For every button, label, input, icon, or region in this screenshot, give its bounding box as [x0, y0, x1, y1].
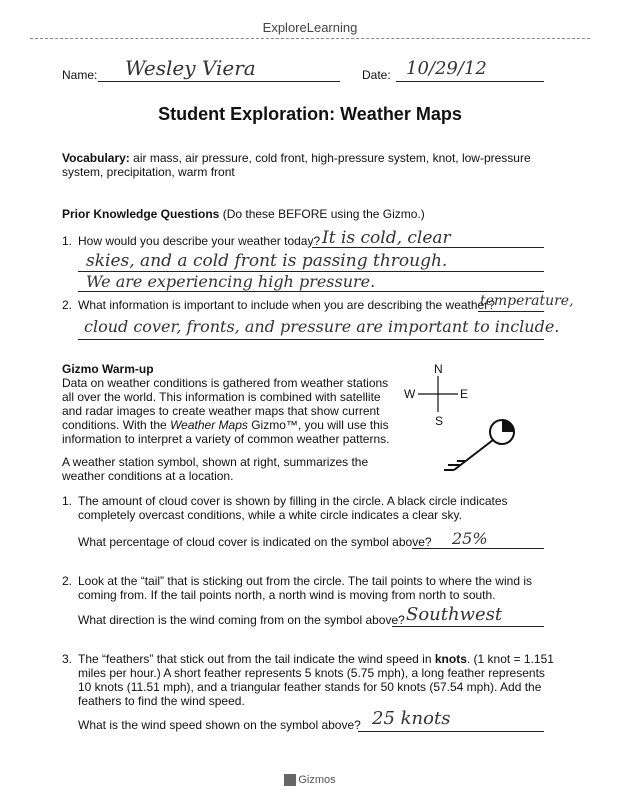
- tail-q-number: 2.: [62, 574, 73, 588]
- gizmos-logo-icon: [284, 774, 296, 786]
- feathers-q-number: 3.: [62, 652, 73, 666]
- cloud-q-number: 1.: [62, 494, 73, 508]
- tail-q-ask: What direction is the wind coming from on the symbol above?: [78, 613, 405, 627]
- vocabulary-text: air mass, air pressure, cold front, high-pressure system, knot, low-pressure system, precipitation, warm front: [62, 151, 531, 179]
- q1-number: 1.: [62, 234, 73, 248]
- feathers-q-ask: What is the wind speed shown on the symbol above?: [78, 718, 361, 732]
- warmup-paragraph-1: [62, 376, 392, 446]
- weather-station-symbol-icon: [442, 418, 522, 480]
- vocabulary: [62, 151, 552, 179]
- vocabulary-label: Vocabulary:: [62, 151, 130, 165]
- name-field[interactable]: Wesley Viera: [125, 56, 256, 80]
- name-label: Name:: [62, 68, 98, 82]
- q1-answer-line-1[interactable]: It is cold, clear: [322, 228, 451, 248]
- cloud-q-ask: What percentage of cloud cover is indicated on the symbol above?: [78, 535, 432, 549]
- gizmo-name: Weather Maps: [170, 418, 248, 432]
- prior-heading-note: (Do these BEFORE using the Gizmo.): [222, 207, 425, 221]
- prior-knowledge-heading: [62, 207, 425, 221]
- footer-logo: [0, 774, 620, 786]
- q2-answer-line-1[interactable]: temperature,: [480, 293, 574, 309]
- q1-text: How would you describe your weather today?: [78, 234, 321, 248]
- q2-answer-line-2[interactable]: cloud cover, fronts, and pressure are important to include.: [84, 317, 560, 336]
- cloud-q-answer[interactable]: 25%: [452, 529, 488, 548]
- date-field[interactable]: 10/29/12: [406, 58, 487, 79]
- warmup-p1-line-e: information to interpret a variety of common weather patterns.: [62, 432, 390, 446]
- warmup-heading: Gizmo Warm-up: [62, 362, 154, 376]
- q2-underline-1: [478, 310, 544, 312]
- q1-answer-line-3[interactable]: We are experiencing high pressure.: [86, 272, 376, 291]
- warmup-p2-line-a: A weather station symbol, shown at right, summarizes the: [62, 455, 369, 469]
- q2-text: What information is important to include when you are describing the weather?: [78, 298, 495, 312]
- compass-east: E: [460, 387, 469, 401]
- compass-north: N: [434, 362, 443, 376]
- tail-q-answer[interactable]: Southwest: [406, 604, 503, 625]
- knots-term: knots: [434, 652, 467, 666]
- warmup-p1-line-d: conditions. With the Weather Maps Gizmo™, you will use this: [62, 418, 389, 432]
- warmup-p1-line-a: Data on weather conditions is gathered from weather stations: [62, 376, 389, 390]
- feathers-q-underline: [358, 730, 544, 732]
- warmup-p2-line-b: weather conditions at a location.: [62, 469, 234, 483]
- feathers-q-text: The “feathers” that stick out from the tail indicate the wind speed in knots. (1 knot = 1.151 miles per hour.) A short feather represents 5 knots (5.75 mph), a long feather represents 10 knots (11.51 mph), and a triangular feather stands for 50 knots (57.54 mph). Add the feathers to find the wind speed.: [78, 652, 554, 708]
- footer-brand: Gizmos: [298, 774, 336, 786]
- tail-q-text: Look at the “tail” that is sticking out from the circle. The tail points to where the wind is coming from. If the tail points north, a north wind is moving from north to south.: [78, 574, 532, 602]
- name-underline: [98, 80, 340, 82]
- cloud-q-text: The amount of cloud cover is shown by filling in the circle. A black circle indicates completely overcast conditions, while a white circle indicates a clear sky.: [78, 494, 508, 522]
- header-divider: [30, 38, 590, 39]
- compass-west: W: [404, 387, 416, 401]
- date-underline: [396, 80, 544, 82]
- warmup-paragraph-2: [62, 455, 392, 483]
- q2-underline-2: [78, 338, 544, 340]
- feathers-q-answer[interactable]: 25 knots: [372, 708, 451, 729]
- compass-south: S: [435, 414, 444, 428]
- warmup-p1-line-c: and radar images to create weather maps that show current: [62, 404, 380, 418]
- warmup-p1-line-b: all over the world. This information is combined with satellite: [62, 390, 381, 404]
- prior-heading-text: Prior Knowledge Questions: [62, 207, 220, 221]
- q2-number: 2.: [62, 298, 73, 312]
- q1-answer-line-2[interactable]: skies, and a cold front is passing through.: [86, 251, 448, 271]
- page-header-brand: ExploreLearning: [262, 20, 358, 35]
- page-title: Student Exploration: Weather Maps: [158, 104, 462, 124]
- tail-q-underline: [392, 625, 544, 627]
- date-label: Date:: [362, 68, 391, 82]
